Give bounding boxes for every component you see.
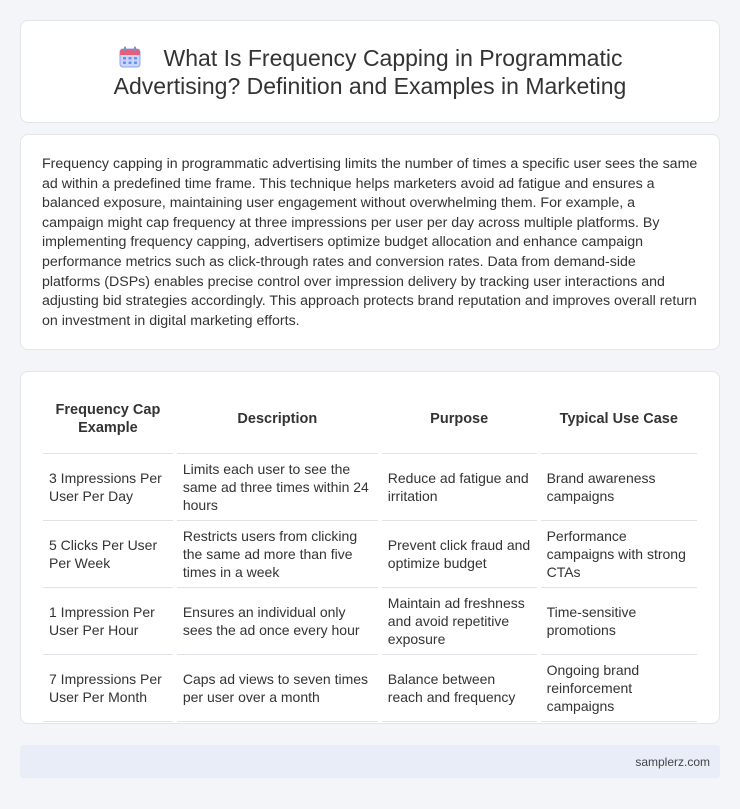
cell-description: Restricts users from clicking the same ad more than five times in a week <box>177 521 378 588</box>
cell-example: 1 Impression Per User Per Hour <box>43 588 173 655</box>
table-row <box>43 588 697 655</box>
frequency-cap-table <box>39 392 701 722</box>
title-wrap <box>21 44 719 100</box>
table-row <box>43 655 697 722</box>
title-card <box>20 20 720 123</box>
header-frequency-cap-example: Frequency Cap Example <box>43 392 173 454</box>
cell-use-case: Brand awareness campaigns <box>541 454 697 521</box>
table-header-row <box>43 392 697 454</box>
page-title-text: What Is Frequency Capping in Programmatic Advertising? Definition and Examples in Marketing <box>113 44 627 99</box>
header-purpose: Purpose <box>382 392 537 454</box>
header-description: Description <box>177 392 378 454</box>
cell-purpose: Reduce ad fatigue and irritation <box>382 454 537 521</box>
table-card <box>20 371 720 724</box>
cell-example: 3 Impressions Per User Per Day <box>43 454 173 521</box>
cell-description: Caps ad views to seven times per user over a month <box>177 655 378 722</box>
header-typical-use-case: Typical Use Case <box>541 392 697 454</box>
cell-use-case: Performance campaigns with strong CTAs <box>541 521 697 588</box>
intro-paragraph: Frequency capping in programmatic advertising limits the number of times a specific user sees the same ad within a predefined time frame. This technique helps marketers avoid ad fatigue and ensures a balanced exposure, maintaining user engagement without overwhelming them. For example, a campaign might cap frequency at three impressions per user per day across multiple platforms. By implementing frequency capping, advertisers optimize budget allocation and enhance campaign performance metrics such as click-through rates and conversion rates. Data from demand-side platforms (DSPs) enables precise control over impression delivery by tracking user interactions and adjusting bid strategies accordingly. This approach protects brand reputation and improves overall return on investment in digital marketing efforts. <box>42 156 698 329</box>
page-title <box>61 44 679 100</box>
cell-description: Ensures an individual only sees the ad once every hour <box>177 588 378 655</box>
cell-use-case: Time-sensitive promotions <box>541 588 697 655</box>
intro-card <box>20 134 720 350</box>
calendar-icon <box>118 45 142 69</box>
footer-site-link[interactable]: samplerz.com <box>635 754 710 769</box>
cell-example: 5 Clicks Per User Per Week <box>43 521 173 588</box>
cell-example: 7 Impressions Per User Per Month <box>43 655 173 722</box>
cell-use-case: Ongoing brand reinforcement campaigns <box>541 655 697 722</box>
table-row <box>43 521 697 588</box>
cell-description: Limits each user to see the same ad three times within 24 hours <box>177 454 378 521</box>
table-row <box>43 454 697 521</box>
footer-bar <box>20 745 720 778</box>
cell-purpose: Prevent click fraud and optimize budget <box>382 521 537 588</box>
cell-purpose: Balance between reach and frequency <box>382 655 537 722</box>
cell-purpose: Maintain ad freshness and avoid repetitive exposure <box>382 588 537 655</box>
